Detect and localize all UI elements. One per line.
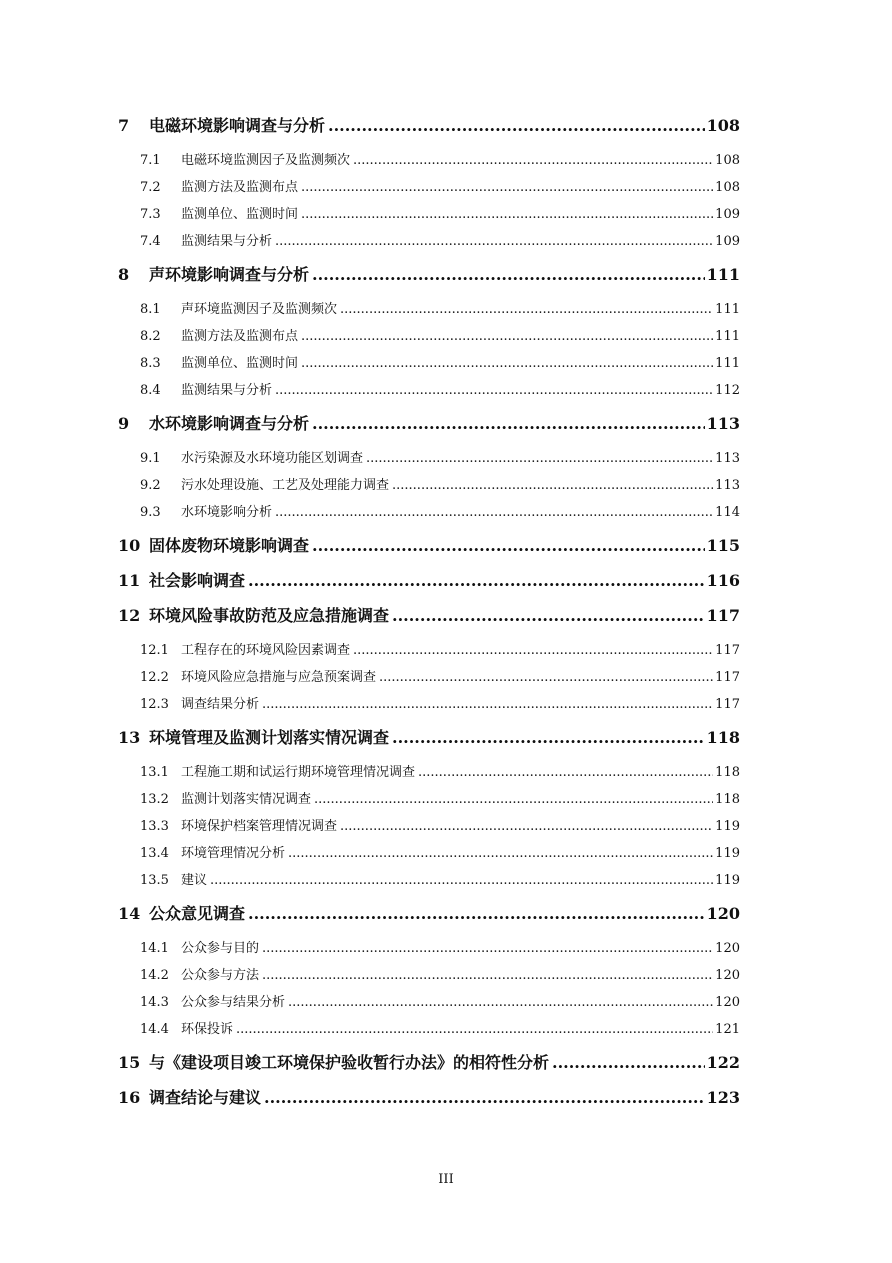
toc-entry-page: 118 bbox=[715, 792, 740, 807]
dot-leader bbox=[262, 935, 713, 962]
toc-entry-title: 监测单位、监测时间 bbox=[181, 207, 299, 222]
toc-entry-page: 123 bbox=[706, 1088, 740, 1107]
dot-leader bbox=[301, 174, 713, 201]
toc-chapter-entry[interactable] bbox=[118, 410, 740, 437]
toc-entry-title: 公众意见调查 bbox=[149, 904, 246, 923]
toc-entry-title: 工程存在的环境风险因素调查 bbox=[181, 643, 351, 658]
toc-entry-page: 111 bbox=[715, 302, 740, 317]
dot-leader bbox=[262, 962, 713, 989]
toc-entry-title: 监测单位、监测时间 bbox=[181, 356, 299, 371]
dot-leader bbox=[418, 759, 713, 786]
toc-entry-page: 111 bbox=[715, 329, 740, 344]
toc-section-entry[interactable] bbox=[118, 201, 740, 228]
dot-leader bbox=[552, 1049, 705, 1076]
toc-entry-number: 8.1 bbox=[140, 302, 161, 317]
toc-entry-page: 109 bbox=[715, 234, 740, 249]
toc-entry-number: 7.3 bbox=[140, 207, 161, 222]
toc-entry-page: 120 bbox=[715, 941, 740, 956]
toc-entry-number: 7.1 bbox=[140, 153, 161, 168]
dot-leader bbox=[301, 201, 713, 228]
toc-entry-title: 环保投诉 bbox=[181, 1022, 234, 1037]
dot-leader bbox=[314, 786, 713, 813]
toc-entry-number: 9.1 bbox=[140, 451, 161, 466]
toc-entry-title: 调查结果分析 bbox=[181, 697, 260, 712]
dot-leader bbox=[328, 112, 705, 139]
toc-entry-page: 108 bbox=[715, 153, 740, 168]
toc-entry-title: 监测结果与分析 bbox=[181, 383, 273, 398]
toc-entry-title: 公众参与结果分析 bbox=[181, 995, 286, 1010]
dot-leader bbox=[312, 532, 705, 559]
dot-leader bbox=[301, 350, 713, 377]
toc-section-entry[interactable] bbox=[118, 1016, 740, 1043]
toc-entry-page: 111 bbox=[715, 356, 740, 371]
dot-leader bbox=[275, 377, 713, 404]
toc-entry-number: 16 bbox=[118, 1088, 141, 1107]
dot-leader bbox=[288, 840, 713, 867]
toc-entry-title: 监测方法及监测布点 bbox=[181, 329, 299, 344]
toc-entry-page: 117 bbox=[715, 670, 740, 685]
toc-entry-page: 108 bbox=[706, 116, 740, 135]
toc-entry-title: 污水处理设施、工艺及处理能力调查 bbox=[181, 478, 390, 493]
dot-leader bbox=[392, 472, 713, 499]
toc-entry-page: 113 bbox=[715, 478, 740, 493]
toc-entry-title: 电磁环境监测因子及监测频次 bbox=[181, 153, 351, 168]
toc-entry-page: 113 bbox=[715, 451, 740, 466]
toc-entry-title: 公众参与目的 bbox=[181, 941, 260, 956]
toc-section-entry[interactable] bbox=[118, 786, 740, 813]
toc-entry-number: 13.5 bbox=[140, 873, 169, 888]
toc-entry-number: 14.3 bbox=[140, 995, 169, 1010]
dot-leader bbox=[288, 989, 713, 1016]
toc-chapter-entry[interactable] bbox=[118, 112, 740, 139]
toc-section-entry[interactable] bbox=[118, 935, 740, 962]
toc-entry-page: 113 bbox=[706, 414, 740, 433]
toc-section-entry[interactable] bbox=[118, 962, 740, 989]
toc-section-entry[interactable] bbox=[118, 637, 740, 664]
toc-entry-page: 112 bbox=[715, 383, 740, 398]
toc-entry-page: 119 bbox=[715, 873, 740, 888]
toc-entry-title: 调查结论与建议 bbox=[149, 1088, 262, 1107]
toc-entry-page: 108 bbox=[715, 180, 740, 195]
toc-entry-page: 117 bbox=[715, 643, 740, 658]
toc-entry-page: 120 bbox=[715, 968, 740, 983]
dot-leader bbox=[392, 602, 705, 629]
toc-chapter-entry[interactable] bbox=[118, 900, 740, 927]
toc-entry-number: 11 bbox=[118, 571, 141, 590]
toc-section-entry[interactable] bbox=[118, 664, 740, 691]
dot-leader bbox=[392, 724, 705, 751]
dot-leader bbox=[340, 813, 713, 840]
toc-entry-title: 水环境影响调查与分析 bbox=[149, 414, 310, 433]
toc-entry-page: 119 bbox=[715, 846, 740, 861]
toc-entry-number: 8.4 bbox=[140, 383, 161, 398]
toc-entry-number: 8.2 bbox=[140, 329, 161, 344]
dot-leader bbox=[366, 445, 713, 472]
toc-entry-title: 与《建设项目竣工环境保护验收暂行办法》的相符性分析 bbox=[149, 1053, 550, 1072]
dot-leader bbox=[210, 867, 713, 894]
toc-entry-title: 监测计划落实情况调查 bbox=[181, 792, 312, 807]
toc-entry-number: 12.3 bbox=[140, 697, 169, 712]
toc-entry-title: 环境风险应急措施与应急预案调查 bbox=[181, 670, 377, 685]
toc-entry-page: 121 bbox=[715, 1022, 740, 1037]
toc-entry-page: 117 bbox=[715, 697, 740, 712]
table-of-contents bbox=[118, 112, 740, 1119]
toc-chapter-entry[interactable] bbox=[118, 261, 740, 288]
toc-entry-number: 10 bbox=[118, 536, 141, 555]
toc-entry-number: 14.2 bbox=[140, 968, 169, 983]
toc-section-entry[interactable] bbox=[118, 472, 740, 499]
toc-entry-number: 13 bbox=[118, 728, 141, 747]
toc-entry-number: 12.2 bbox=[140, 670, 169, 685]
toc-entry-title: 声环境监测因子及监测频次 bbox=[181, 302, 338, 317]
dot-leader bbox=[312, 410, 705, 437]
dot-leader bbox=[340, 296, 713, 323]
toc-entry-number: 13.4 bbox=[140, 846, 169, 861]
toc-entry-number: 14.4 bbox=[140, 1022, 169, 1037]
toc-section-entry[interactable] bbox=[118, 323, 740, 350]
page-number: III bbox=[438, 1172, 454, 1187]
dot-leader bbox=[301, 323, 713, 350]
toc-entry-title: 工程施工期和试运行期环境管理情况调查 bbox=[181, 765, 416, 780]
toc-section-entry[interactable] bbox=[118, 377, 740, 404]
toc-chapter-entry[interactable] bbox=[118, 532, 740, 559]
toc-entry-title: 监测结果与分析 bbox=[181, 234, 273, 249]
toc-entry-number: 7.4 bbox=[140, 234, 161, 249]
toc-entry-number: 13.2 bbox=[140, 792, 169, 807]
toc-entry-title: 声环境影响调查与分析 bbox=[149, 265, 310, 284]
toc-entry-title: 水环境影响分析 bbox=[181, 505, 273, 520]
toc-entry-page: 120 bbox=[706, 904, 740, 923]
toc-entry-title: 水污染源及水环境功能区划调查 bbox=[181, 451, 364, 466]
toc-chapter-entry[interactable] bbox=[118, 1084, 740, 1111]
toc-entry-title: 社会影响调查 bbox=[149, 571, 246, 590]
toc-entry-number: 8 bbox=[118, 265, 130, 284]
toc-entry-number: 12.1 bbox=[140, 643, 169, 658]
toc-entry-title: 环境管理情况分析 bbox=[181, 846, 286, 861]
toc-entry-number: 15 bbox=[118, 1053, 141, 1072]
toc-entry-title: 环境保护档案管理情况调查 bbox=[181, 819, 338, 834]
toc-chapter-entry[interactable] bbox=[118, 567, 740, 594]
toc-section-entry[interactable] bbox=[118, 445, 740, 472]
toc-entry-title: 环境风险事故防范及应急措施调查 bbox=[149, 606, 390, 625]
toc-entry-title: 公众参与方法 bbox=[181, 968, 260, 983]
toc-entry-number: 14.1 bbox=[140, 941, 169, 956]
dot-leader bbox=[236, 1016, 713, 1043]
toc-entry-page: 115 bbox=[706, 536, 740, 555]
toc-section-entry[interactable] bbox=[118, 174, 740, 201]
toc-entry-title: 电磁环境影响调查与分析 bbox=[149, 116, 326, 135]
toc-entry-number: 8.3 bbox=[140, 356, 161, 371]
toc-chapter-entry[interactable] bbox=[118, 1049, 740, 1076]
toc-entry-page: 119 bbox=[715, 819, 740, 834]
toc-entry-page: 111 bbox=[706, 265, 740, 284]
toc-entry-page: 120 bbox=[715, 995, 740, 1010]
toc-entry-number: 9 bbox=[118, 414, 130, 433]
toc-section-entry[interactable] bbox=[118, 228, 740, 255]
toc-entry-number: 12 bbox=[118, 606, 141, 625]
dot-leader bbox=[275, 499, 713, 526]
toc-entry-number: 7.2 bbox=[140, 180, 161, 195]
toc-entry-page: 118 bbox=[715, 765, 740, 780]
toc-entry-number: 13.1 bbox=[140, 765, 169, 780]
toc-chapter-entry[interactable] bbox=[118, 602, 740, 629]
toc-entry-number: 14 bbox=[118, 904, 141, 923]
toc-entry-title: 建议 bbox=[181, 873, 208, 888]
dot-leader bbox=[248, 900, 705, 927]
toc-entry-page: 118 bbox=[706, 728, 740, 747]
toc-section-entry[interactable] bbox=[118, 296, 740, 323]
dot-leader bbox=[262, 691, 713, 718]
toc-entry-page: 114 bbox=[715, 505, 740, 520]
toc-section-entry[interactable] bbox=[118, 840, 740, 867]
toc-section-entry[interactable] bbox=[118, 759, 740, 786]
toc-entry-page: 116 bbox=[706, 571, 740, 590]
toc-entry-page: 122 bbox=[706, 1053, 740, 1072]
dot-leader bbox=[353, 637, 713, 664]
dot-leader bbox=[312, 261, 705, 288]
toc-section-entry[interactable] bbox=[118, 691, 740, 718]
toc-entry-number: 13.3 bbox=[140, 819, 169, 834]
toc-entry-number: 9.3 bbox=[140, 505, 161, 520]
toc-entry-title: 环境管理及监测计划落实情况调查 bbox=[149, 728, 390, 747]
toc-entry-number: 9.2 bbox=[140, 478, 161, 493]
dot-leader bbox=[379, 664, 713, 691]
toc-entry-number: 7 bbox=[118, 116, 130, 135]
dot-leader bbox=[264, 1084, 705, 1111]
toc-section-entry[interactable] bbox=[118, 350, 740, 377]
toc-entry-page: 117 bbox=[706, 606, 740, 625]
toc-section-entry[interactable] bbox=[118, 499, 740, 526]
toc-section-entry[interactable] bbox=[118, 989, 740, 1016]
toc-chapter-entry[interactable] bbox=[118, 724, 740, 751]
toc-section-entry[interactable] bbox=[118, 147, 740, 174]
dot-leader bbox=[353, 147, 713, 174]
toc-section-entry[interactable] bbox=[118, 867, 740, 894]
toc-entry-page: 109 bbox=[715, 207, 740, 222]
toc-entry-title: 固体废物环境影响调查 bbox=[149, 536, 310, 555]
dot-leader bbox=[248, 567, 705, 594]
dot-leader bbox=[275, 228, 713, 255]
toc-entry-title: 监测方法及监测布点 bbox=[181, 180, 299, 195]
toc-section-entry[interactable] bbox=[118, 813, 740, 840]
